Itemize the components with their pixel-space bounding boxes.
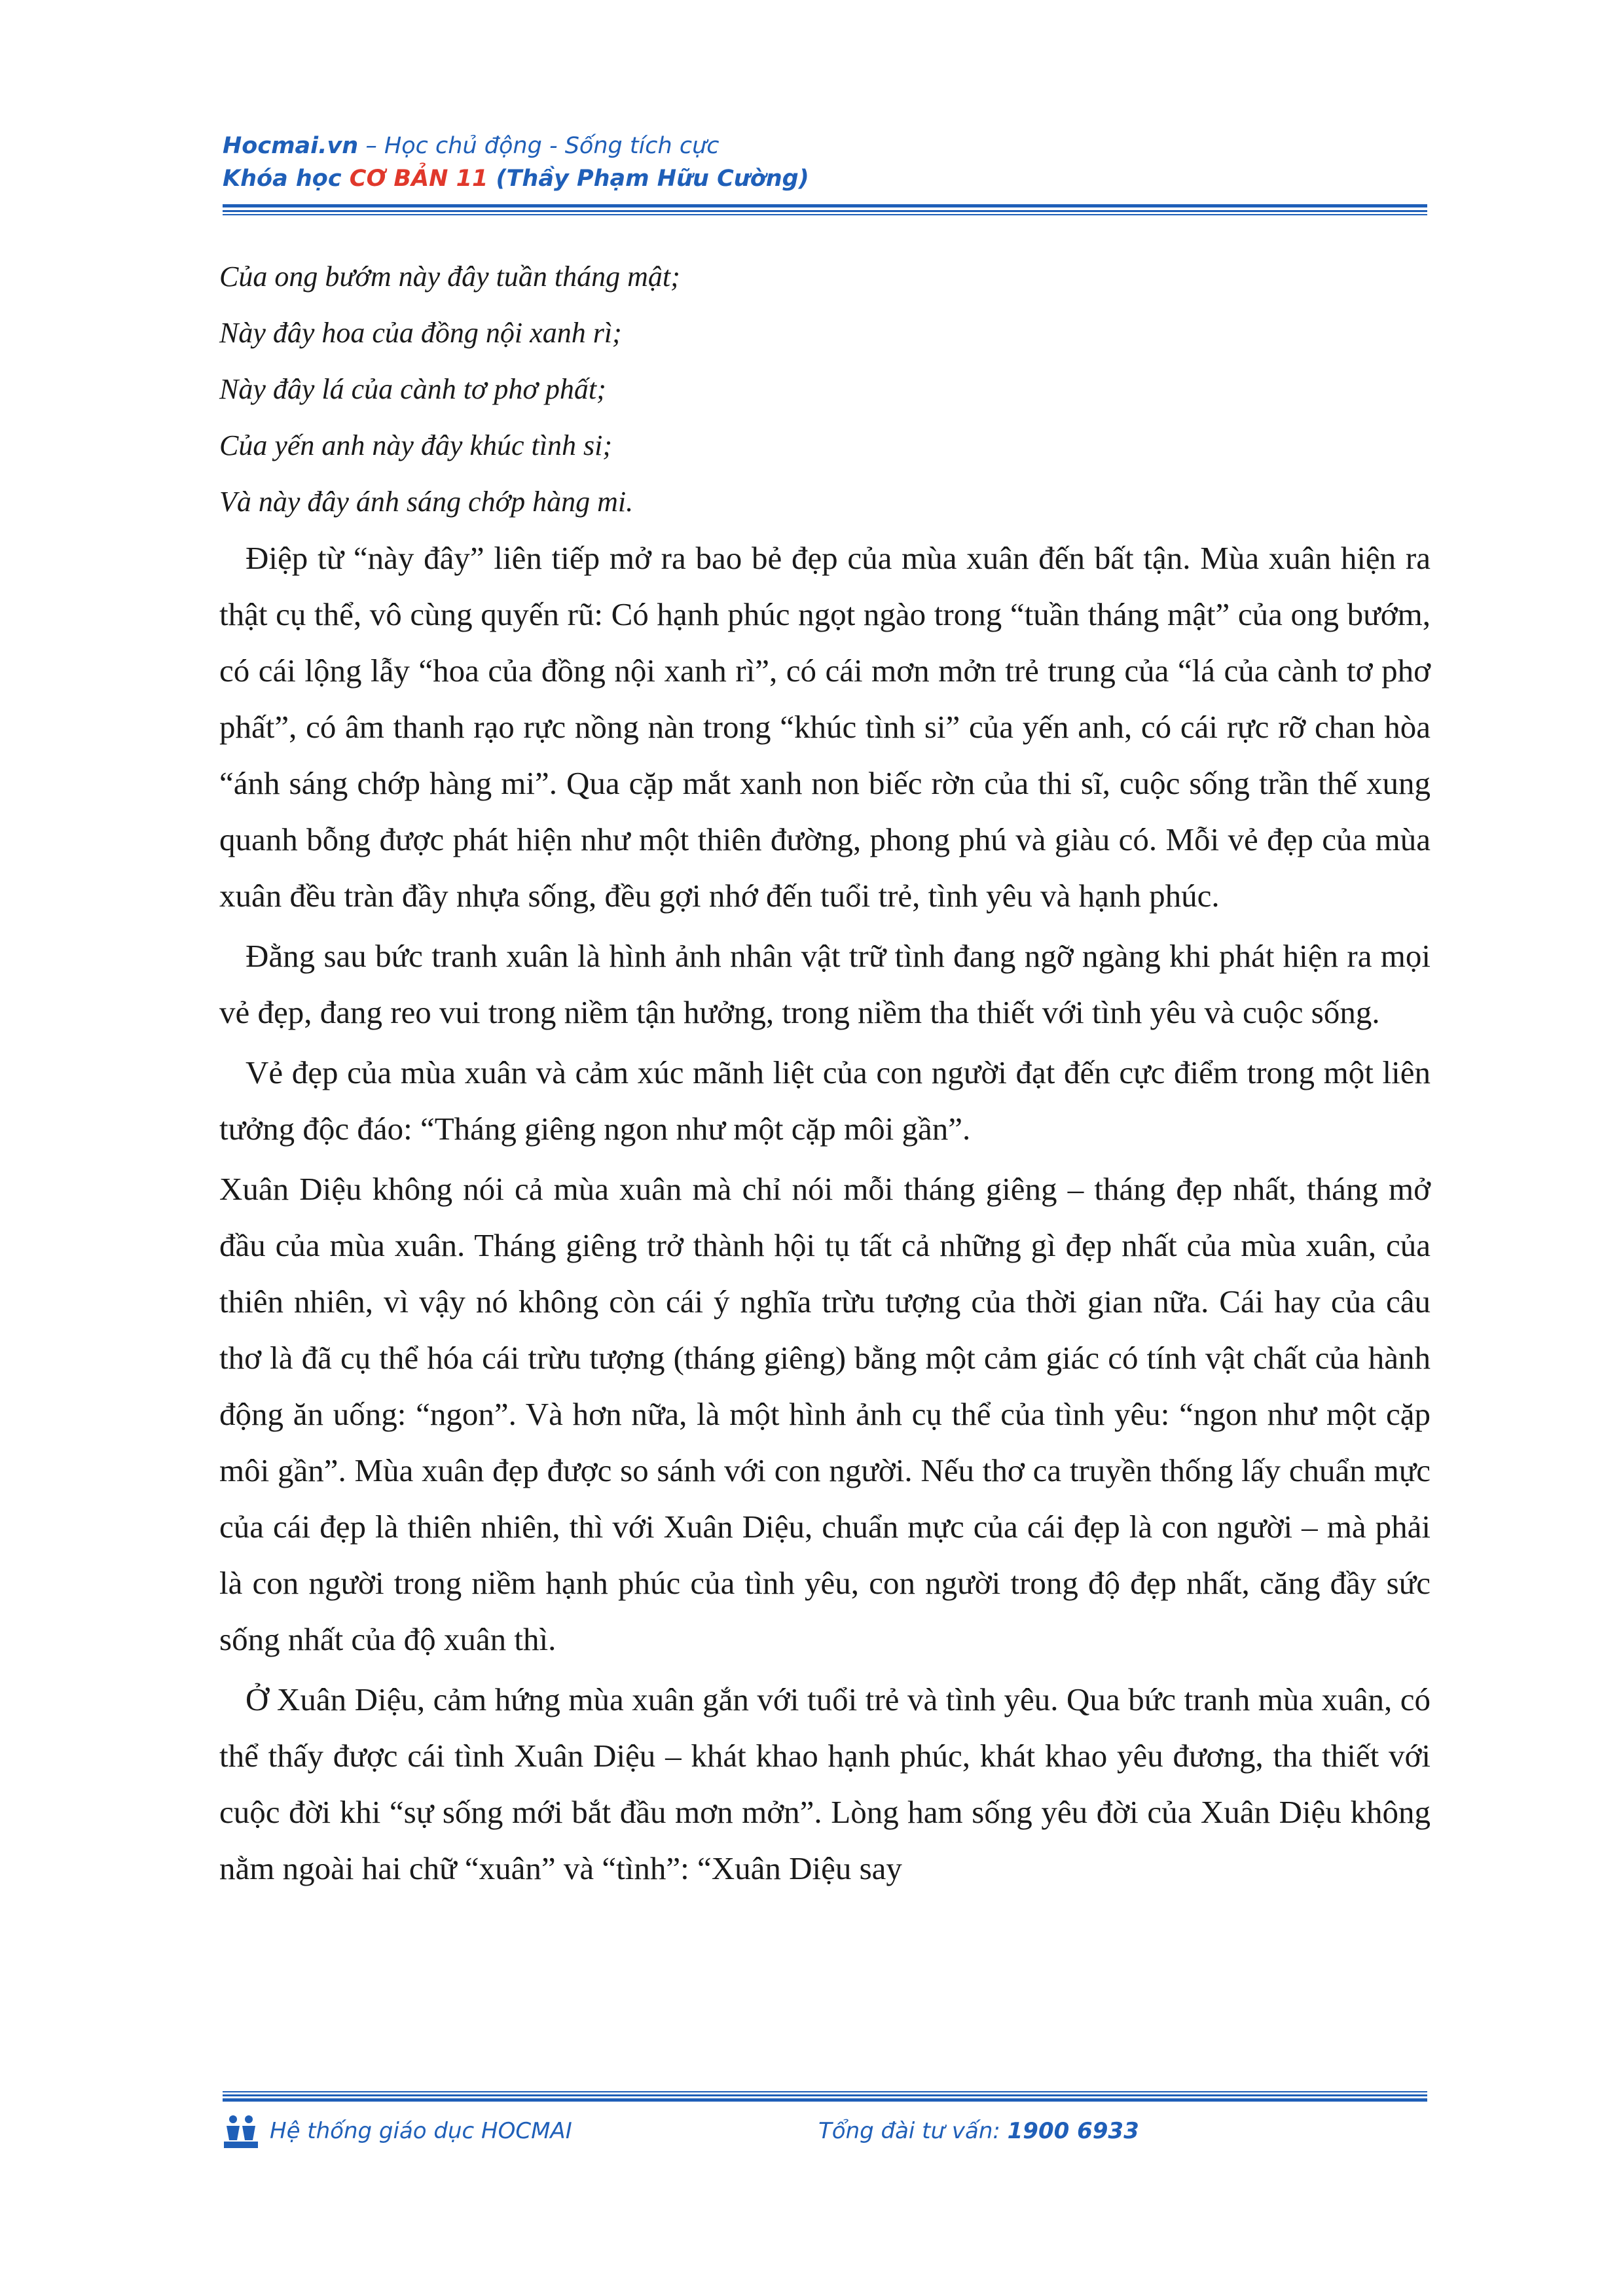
footer-system-name: HOCMAI <box>481 2118 572 2144</box>
poem-line: Này đây lá của cành tơ phơ phất; <box>219 373 606 405</box>
footer-system <box>270 2118 572 2144</box>
poem-excerpt <box>219 249 1431 530</box>
brand-tagline: – Học chủ động - Sống tích cực <box>358 133 720 159</box>
header-line-1 <box>223 130 1427 162</box>
hocmai-logo-icon <box>223 2113 259 2149</box>
poem-line: Của ong bướm này đây tuần tháng mật; <box>219 260 680 293</box>
footer-hotline-label: Tổng đài tư vấn: <box>818 2118 1008 2144</box>
course-name: CƠ BẢN 11 <box>349 166 488 192</box>
footer-hotline-number: 1900 6933 <box>1007 2118 1139 2144</box>
footer-system-label: Hệ thống giáo dục <box>270 2118 482 2144</box>
paragraph: Xuân Diệu không nói cả mùa xuân mà chỉ nói mỗi tháng giêng – tháng đẹp nhất, tháng mở đầu của mùa xuân. Tháng giêng trở thành hội tụ tất cả những gì đẹp nhất của mùa xuân, của thiên nhiên, vì vậy nó không còn cái ý nghĩa trừu tượng của thời gian nữa. Cái hay của câu thơ là đã cụ thể hóa cái trừu tượng (tháng giêng) bằng một cảm giác có tính vật chất của hành động ăn uống: “ngon”. Và hơn nữa, là một hình ảnh cụ thể của tình yêu: “ngon như một cặp môi gần”. Mùa xuân đẹp được so sánh với con người. Nếu thơ ca truyền thống lấy chuẩn mực của cái đẹp là thiên nhiên, thì với Xuân Diệu, chuẩn mực của cái đẹp là con người – mà phải là con người trong niềm hạnh phúc của tình yêu, con người trong độ đẹp nhất, căng đầy sức sống nhất của độ xuân thì. <box>219 1171 1431 1657</box>
paragraph: Đằng sau bức tranh xuân là hình ảnh nhân vật trữ tình đang ngỡ ngàng khi phát hiện ra mọi vẻ đẹp, đang reo vui trong niềm tận hưởng, trong niềm tha thiết với tình yêu và cuộc sống. <box>219 938 1431 1030</box>
header-line-2 <box>223 162 1427 195</box>
page-header <box>223 130 1427 195</box>
paragraph: Điệp từ “này đây” liên tiếp mở ra bao bẻ đẹp của mùa xuân đến bất tận. Mùa xuân hiện ra thật cụ thể, vô cùng quyến rũ: Có hạnh phúc ngọt ngào trong “tuần tháng mật” của ong bướm, có cái lộng lẫy “hoa của đồng nội xanh rì”, có cái mơn mởn trẻ trung của “lá của cành tơ phơ phất”, có âm thanh rạo rực nồng nàn trong “khúc tình si” của yến anh, có cái rực rỡ chan hòa “ánh sáng chớp hàng mi”. Qua cặp mắt xanh non biếc rờn của thi sĩ, cuộc sống trần thế xung quanh bỗng được phát hiện như một thiên đường, phong phú và giàu có. Mỗi vẻ đẹp của mùa xuân đều tràn đầy nhựa sống, đều gợi nhớ đến tuổi trẻ, tình yêu và hạnh phúc. <box>219 540 1431 914</box>
course-prefix: Khóa học <box>223 166 350 192</box>
footer-hotline <box>818 2118 1139 2144</box>
paragraph: Ở Xuân Diệu, cảm hứng mùa xuân gắn với tuổi trẻ và tình yêu. Qua bức tranh mùa xuân, có thể thấy được cái tình Xuân Diệu – khát khao hạnh phúc, khát khao yêu đương, tha thiết với cuộc đời khi “sự sống mới bắt đầu mơn mởn”. Lòng ham sống yêu đời của Xuân Diệu không nằm ngoài hai chữ “xuân” và “tình”: “Xuân Diệu say <box>219 1681 1431 1886</box>
teacher-name: (Thầy Phạm Hữu Cường) <box>488 166 809 192</box>
poem-line: Này đây hoa của đồng nội xanh rì; <box>219 317 622 349</box>
page-footer <box>223 2113 1427 2152</box>
poem-line: Và này đây ánh sáng chớp hàng mi. <box>219 486 634 518</box>
paragraph: Vẻ đẹp của mùa xuân và cảm xúc mãnh liệt của con người đạt đến cực điểm trong một liên tưởng độc đáo: “Tháng giêng ngon như một cặp môi gần”. <box>219 1054 1431 1147</box>
footer-divider <box>223 2091 1427 2102</box>
brand-name: Hocmai.vn <box>223 133 359 159</box>
poem-line: Của yến anh này đây khúc tình si; <box>219 429 612 461</box>
document-body <box>219 249 1431 1901</box>
header-divider <box>223 204 1427 216</box>
